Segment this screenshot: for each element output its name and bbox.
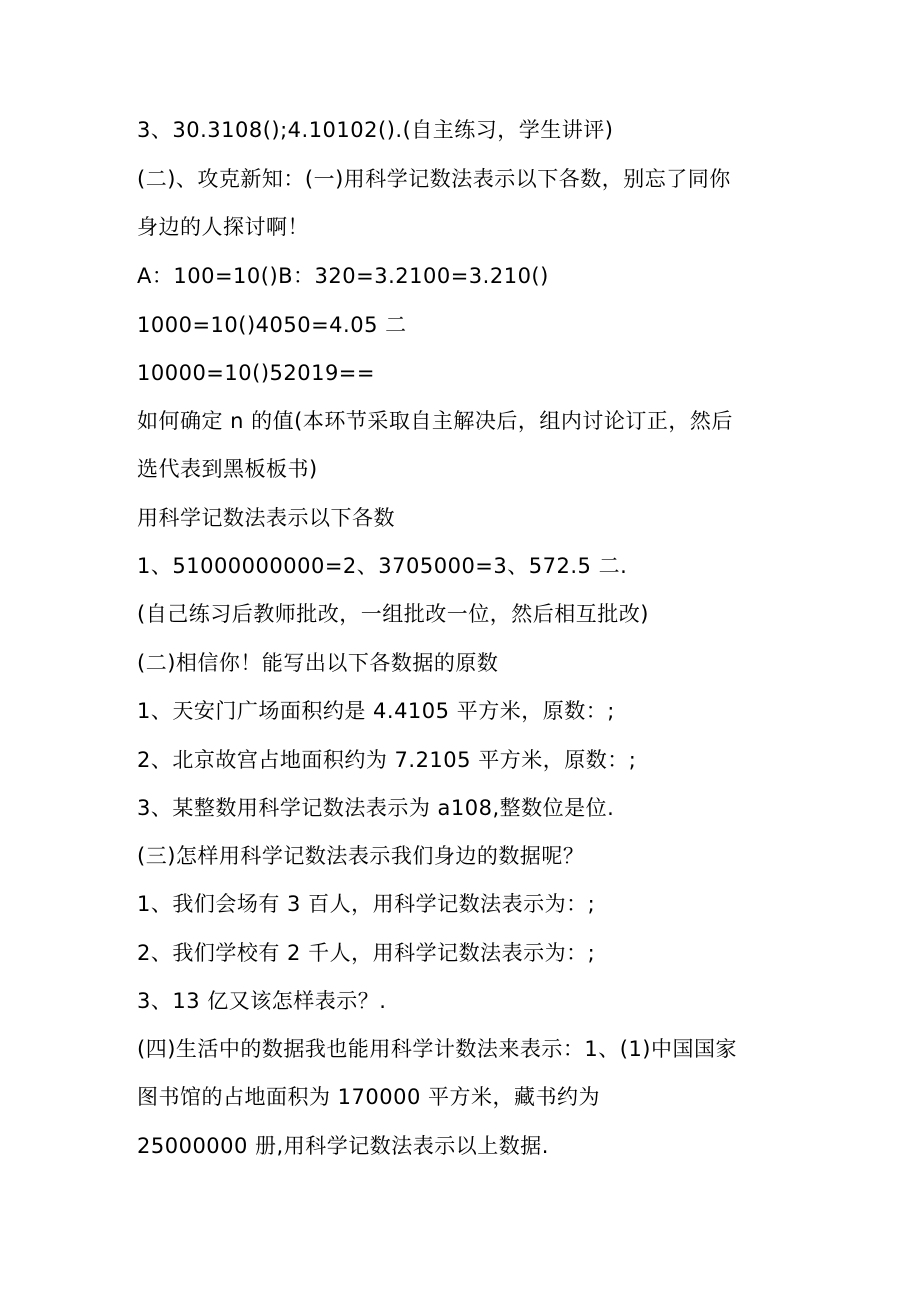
text-line: 身边的人探讨啊！ [137,215,309,239]
text-line: 1000=10()4050=4.05 二 [137,313,407,337]
text-line: 1、天安门广场面积约是 4.4105 平方米，原数：; [137,699,615,723]
text-line: A：100=10()B：320=3.2100=3.210() [137,264,549,288]
text-line: 2、北京故宫占地面积约为 7.2105 平方米，原数：; [137,748,637,772]
text-line: 3、30.3108();4.10102().(自主练习，学生讲评) [137,118,614,142]
text-line: 图书馆的占地面积为 170000 平方米，藏书约为 [137,1085,601,1109]
text-line: (二)、攻克新知：(一)用科学记数法表示以下各数，别忘了同你 [137,167,731,191]
text-line: 10000=10()52019== [137,361,376,385]
text-line: 3、某整数用科学记数法表示为 a108,整数位是位. [137,796,615,820]
text-line: 选代表到黑板板书) [137,457,318,481]
text-line: 用科学记数法表示以下各数 [137,506,395,530]
text-line: 25000000 册,用科学记数法表示以上数据. [137,1134,549,1158]
text-line: (二)相信你！能写出以下各数据的原数 [137,651,499,675]
text-line: 3、13 亿又该怎样表示？. [137,989,387,1013]
text-line: 1、51000000000=2、3705000=3、572.5 二. [137,554,628,578]
text-line: (四)生活中的数据我也能用科学计数法来表示：1、(1)中国国家 [137,1037,737,1061]
text-line: (自己练习后教师批改，一组批改一位，然后相互批改) [137,602,649,626]
text-line: 1、我们会场有 3 百人，用科学记数法表示为：; [137,892,596,916]
text-line: 2、我们学校有 2 千人，用科学记数法表示为：; [137,941,596,965]
text-line: (三)怎样用科学记数法表示我们身边的数据呢？ [137,844,585,868]
text-line: 如何确定 n 的值(本环节采取自主解决后，组内讨论订正，然后 [137,409,733,433]
